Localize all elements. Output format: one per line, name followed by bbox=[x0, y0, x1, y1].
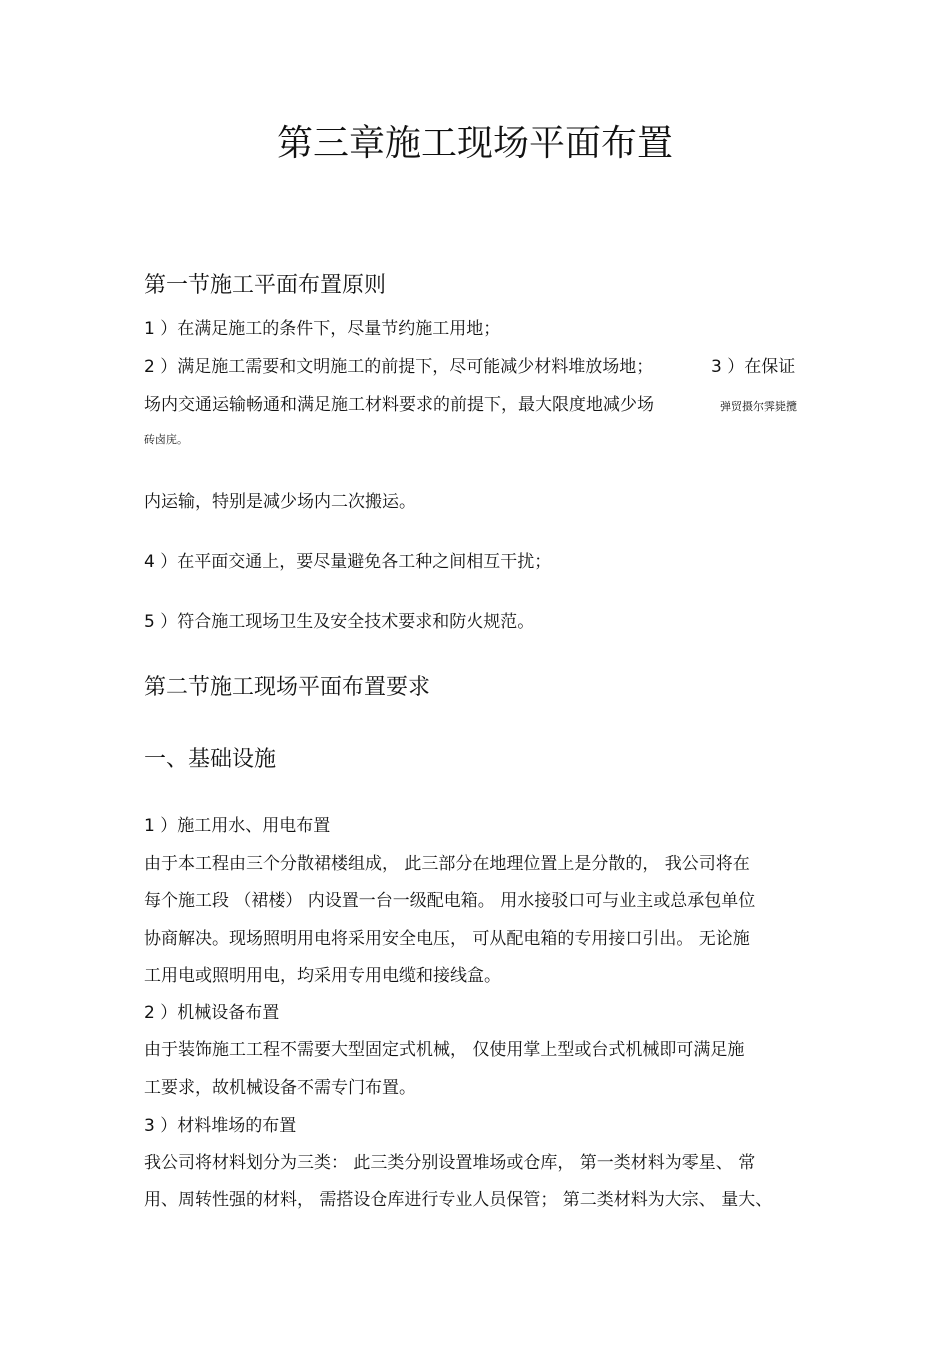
paragraph-title-3: 3 ）材料堆场的布置 bbox=[144, 1116, 297, 1136]
principle-item-3-start: 3 ）在保证 bbox=[711, 357, 796, 377]
paragraph-line: 每个施工段 （裙楼） 内设置一台一级配电箱。 用水接驳口可与业主或总承包单位 bbox=[144, 891, 756, 911]
principle-item-3-end: 内运输，特别是减少场内二次搬运。 bbox=[144, 492, 416, 512]
page-title: 第三章施工现场平面布置 bbox=[276, 123, 673, 164]
subsection-heading: 一、基础设施 bbox=[144, 747, 277, 772]
paragraph-line: 用、周转性强的材料， 需搭设仓库进行专业人员保管； 第二类材料为大宗、 量大、 bbox=[144, 1190, 773, 1210]
garbled-text-a: 弹贸摄尔霁毙攬 bbox=[720, 400, 797, 413]
paragraph-line: 由于装饰施工工程不需要大型固定式机械， 仅使用掌上型或台式机械即可满足施 bbox=[144, 1040, 745, 1060]
paragraph-line: 协商解决。现场照明用电将采用安全电压， 可从配电箱的专用接口引出。 无论施 bbox=[144, 929, 750, 949]
paragraph-line: 工要求，故机械设备不需专门布置。 bbox=[144, 1078, 416, 1098]
principle-item-1: 1 ）在满足施工的条件下，尽量节约施工用地； bbox=[144, 319, 501, 339]
principle-item-3-line: 场内交通运输畅通和满足施工材料要求的前提下，最大限度地减少场 bbox=[144, 395, 654, 415]
principle-item-2: 2 ）满足施工需要和文明施工的前提下，尽可能减少材料堆放场地； bbox=[144, 357, 654, 377]
paragraph-line: 我公司将材料划分为三类： 此三类分别设置堆场或仓库， 第一类材料为零星、 常 bbox=[144, 1153, 756, 1173]
paragraph-line: 工用电或照明用电，均采用专用电缆和接线盒。 bbox=[144, 966, 501, 986]
paragraph-title-1: 1 ）施工用水、用电布置 bbox=[144, 816, 331, 836]
principle-item-5: 5 ）符合施工现场卫生及安全技术要求和防火规范。 bbox=[144, 612, 535, 632]
section-heading-1: 第一节施工平面布置原则 bbox=[144, 273, 387, 298]
garbled-text-b: 砖卤庑。 bbox=[144, 433, 188, 446]
principle-item-4: 4 ）在平面交通上，要尽量避免各工种之间相互干扰； bbox=[144, 552, 552, 572]
paragraph-title-2: 2 ）机械设备布置 bbox=[144, 1003, 280, 1023]
section-heading-2: 第二节施工现场平面布置要求 bbox=[144, 675, 431, 700]
paragraph-line: 由于本工程由三个分散裙楼组成， 此三部分在地理位置上是分散的， 我公司将在 bbox=[144, 854, 750, 874]
